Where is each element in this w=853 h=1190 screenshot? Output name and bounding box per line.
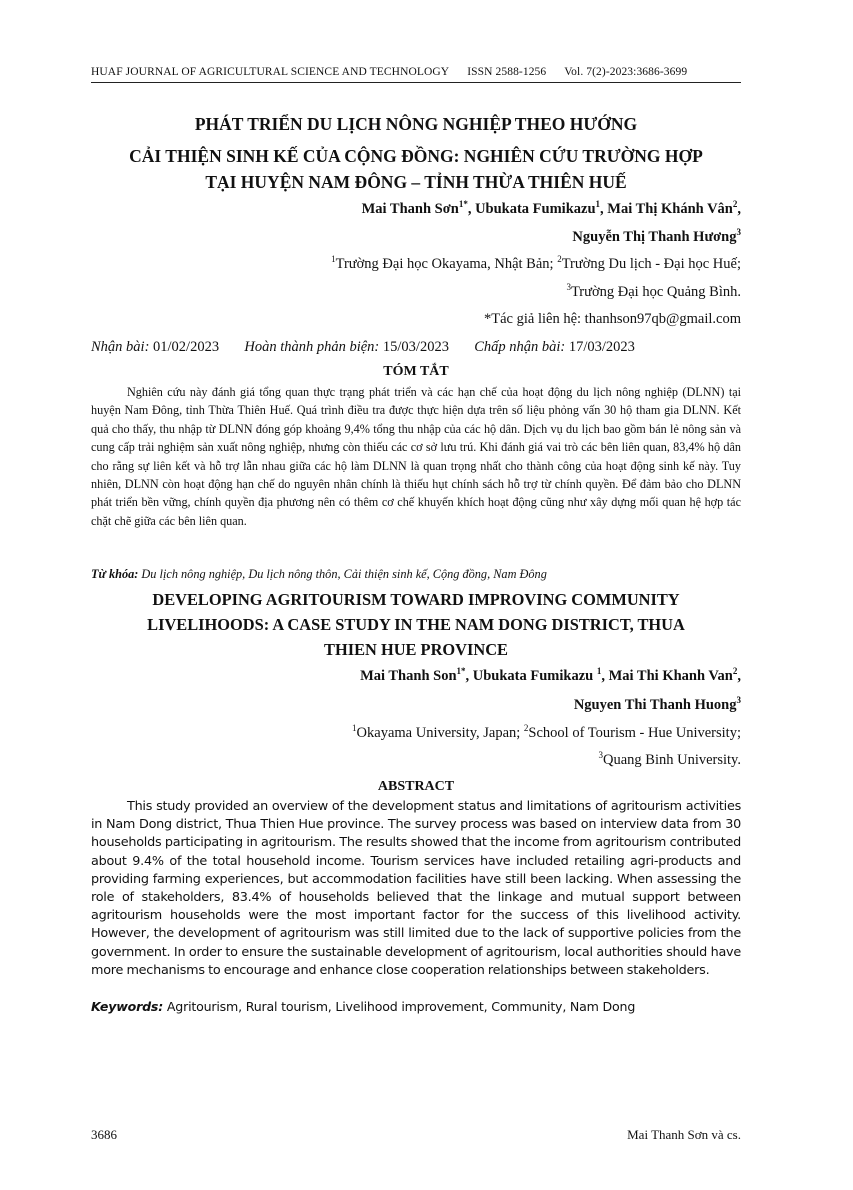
- affiliation: School of Tourism - Hue University;: [528, 725, 741, 741]
- author-name: , Ubukata Fumikazu: [467, 201, 596, 217]
- vn-affiliations-line-1: [331, 256, 741, 273]
- footer-author: Mai Thanh Sơn và cs.: [627, 1127, 741, 1142]
- vn-title-line-2: CẢI THIỆN SINH KẾ CỦA CỘNG ĐỒNG: NGHIÊN CỨU TRƯỜNG HỢP: [129, 146, 703, 166]
- affiliation-mark: 2: [557, 254, 562, 265]
- author-name: Mai Thanh Son: [360, 668, 457, 684]
- received-label: Nhận bài:: [91, 339, 150, 355]
- affiliation: Trường Đại học Okayama, Nhật Bản;: [335, 256, 558, 272]
- vn-affiliations-line-2: [566, 284, 741, 301]
- affiliation: Okayama University, Japan;: [356, 725, 524, 741]
- affiliation: Trường Đại học Quảng Bình.: [570, 284, 741, 300]
- en-title-line-1: DEVELOPING AGRITOURISM TOWARD IMPROVING COMMUNITY: [152, 590, 680, 609]
- accepted-label: Chấp nhận bài:: [474, 339, 566, 355]
- author-affiliation-mark: 1*: [456, 666, 466, 677]
- author-name: , Mai Thi Khanh Van: [601, 668, 733, 684]
- vn-keywords: [91, 567, 741, 582]
- en-title-line-3: THIEN HUE PROVINCE: [324, 640, 508, 659]
- corresponding-author: *Tác giả liên hệ: thanhson97qb@gmail.com: [484, 311, 741, 327]
- en-keywords-list: Agritourism, Rural tourism, Livelihood improvement, Community, Nam Dong: [166, 999, 636, 1014]
- vn-abstract-body: Nghiên cứu này đánh giá tổng quan thực trạng phát triển và các hạn chế của hoạt động du lịch nông nghiệp (DLNN) tại huyện Nam Đông, tỉnh Thừa Thiên Huế. Quá trình điều tra được thực hiện dựa trên số liệu phỏng vấn 30 hộ tham gia DLNN. Kết quả cho thấy, thu nhập từ DLNN đóng góp khoảng 9,4% tổng thu nhập của các hộ dân. Dịch vụ du lịch bao gồm bán lẻ nông sản và cung cấp trải nghiệm sản xuất nông nghiệp, nhưng còn thiếu các cơ sở lưu trú. Khi đánh giá vai trò các bên liên quan, 83,4% hộ dân cho rằng sự liên kết và hỗ trợ lẫn nhau giữa các hộ làm DLNN là quan trọng nhất cho thành công của hoạt động sinh kế này. Tuy nhiên, DLNN còn hoạt động hạn chế do nguyên nhân chính là thiếu hụt chính sách hỗ trợ từ chính quyền. Để đảm bảo cho DLNN phát triển bền vững, chính quyền địa phương nên có thêm cơ chế khuyến khích hoạt động cũng như xây dựng mối quan hệ hợp tác chặt chẽ giữa các bên liên quan.: [91, 385, 741, 528]
- author-affiliation-mark: 2: [732, 666, 738, 677]
- accepted-date: 17/03/2023: [568, 339, 635, 355]
- author-name: , Ubukata Fumikazu: [465, 668, 597, 684]
- author-separator: ,: [737, 201, 741, 217]
- author-affiliation-mark: 1*: [458, 199, 468, 210]
- vn-title-line-1: PHÁT TRIỂN DU LỊCH NÔNG NGHIỆP THEO HƯỚNG: [194, 114, 638, 134]
- en-authors-line-2: [574, 697, 741, 714]
- author-name: Nguyễn Thị Thanh Hương: [572, 229, 737, 245]
- affiliation: Quang Binh University.: [602, 752, 741, 768]
- review-label: Hoàn thành phản biện:: [244, 339, 380, 355]
- affiliation-mark: 1: [352, 723, 357, 734]
- en-authors-line-1: [360, 668, 741, 685]
- author-name: Nguyen Thi Thanh Huong: [573, 697, 737, 713]
- volume-info: Vol. 7(2)-2023:3686-3699: [564, 66, 688, 78]
- vn-keywords-label: Từ khóa:: [91, 567, 139, 581]
- author-affiliation-mark: 3: [736, 695, 741, 706]
- author-affiliation-mark: 2: [732, 199, 738, 210]
- vn-authors-line-1: [362, 201, 741, 218]
- en-keywords: [91, 999, 741, 1014]
- page-number: 3686: [91, 1127, 117, 1142]
- review-date: 15/03/2023: [382, 339, 449, 355]
- running-header: [91, 66, 741, 78]
- author-name: Mai Thanh Sơn: [361, 201, 459, 217]
- header-rule: [91, 82, 741, 83]
- vn-abstract-heading: TÓM TẮT: [383, 364, 449, 379]
- issn: ISSN 2588-1256: [467, 66, 547, 78]
- vn-title-line-3: TẠI HUYỆN NAM ĐÔNG – TỈNH THỪA THIÊN HUẾ: [205, 172, 627, 192]
- en-affiliations-line-2: [598, 752, 741, 769]
- author-affiliation-mark: 1: [595, 199, 601, 210]
- received-date: 01/02/2023: [153, 339, 220, 355]
- en-title-line-2: LIVELIHOODS: A CASE STUDY IN THE NAM DONG DISTRICT, THUA: [147, 615, 685, 634]
- article-dates: [91, 339, 741, 356]
- en-abstract-heading: ABSTRACT: [377, 779, 455, 794]
- en-abstract-body: This study provided an overview of the development status and limitations of agritourism activities in Nam Dong district, Thua Thien Hue province. The survey process was based on interview data from 30 households participating in agritourism. The results showed that the income from agritourism contributed about 9.4% of the total household income. Tourism services have included retailing agri-products and providing farming experiences, but accommodation facilities have still been lacking. When assessing the role of stakeholders, 83.4% of households believed that the linkage and mutual support between agritourism households were the most important factor for the success of this livelihood activity. However, the development of agritourism was still limited due to the lack of supportive policies from the government. In order to ensure the sustainable development of agritourism, local authorities should have more mechanisms to encourage and enhance close cooperation relationships between stakeholders.: [91, 799, 741, 978]
- author-affiliation-mark: 1: [596, 666, 602, 677]
- author-separator: ,: [737, 668, 741, 684]
- affiliation-mark: 2: [523, 723, 529, 734]
- vn-keywords-list: Du lịch nông nghiệp, Du lịch nông thôn, Cải thiện sinh kế, Cộng đồng, Nam Đông: [141, 567, 547, 581]
- affiliation-mark: 3: [566, 282, 571, 293]
- en-keywords-label: Keywords:: [91, 999, 164, 1014]
- affiliation: Trường Du lịch - Đại học Huế;: [561, 256, 741, 272]
- en-affiliations-line-1: [352, 725, 741, 742]
- journal-name: HUAF JOURNAL OF AGRICULTURAL SCIENCE AND TECHNOLOGY: [91, 66, 450, 78]
- vn-authors-line-2: [572, 229, 741, 246]
- author-affiliation-mark: 3: [736, 227, 741, 238]
- author-name: , Mai Thị Khánh Vân: [600, 201, 733, 217]
- affiliation-mark: 3: [598, 750, 603, 761]
- affiliation-mark: 1: [331, 254, 336, 265]
